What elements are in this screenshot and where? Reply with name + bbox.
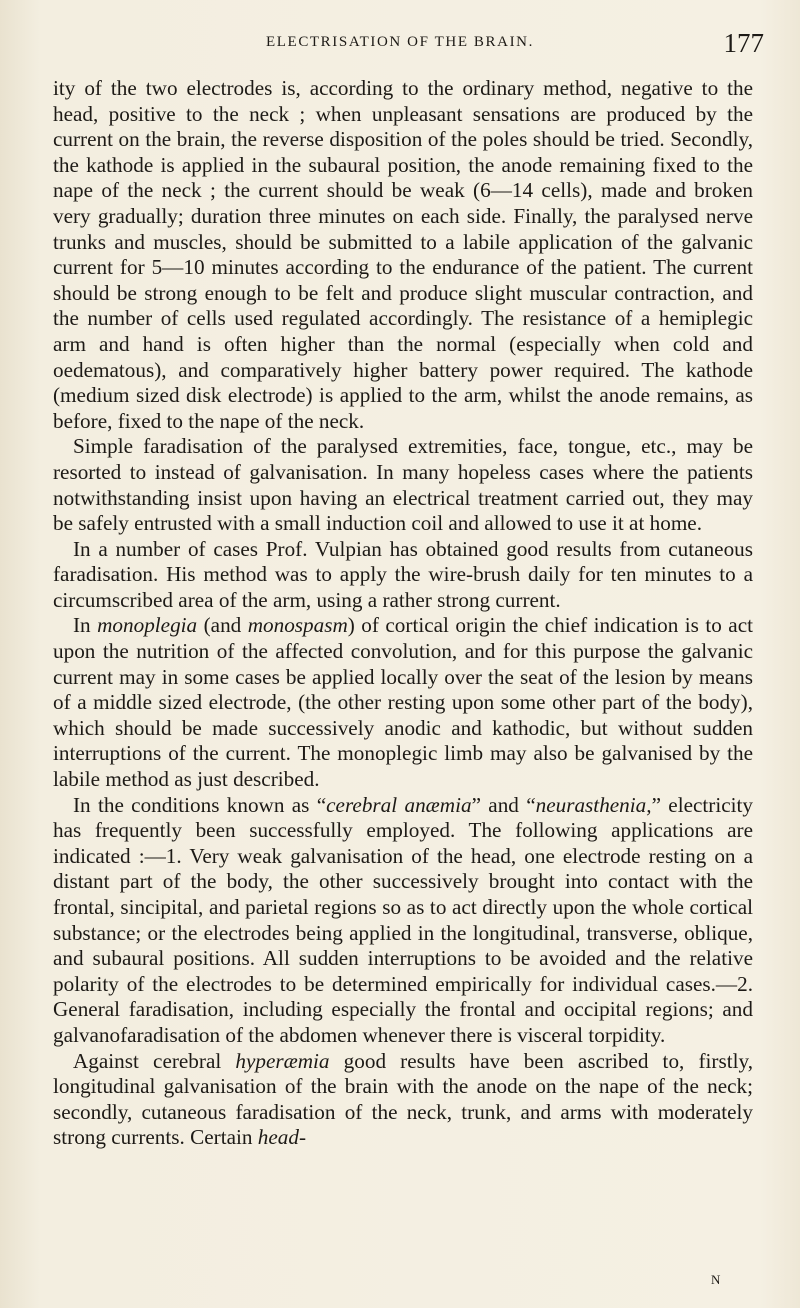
signature-mark: N [711,1272,722,1287]
paragraph: In the conditions known as “cerebral anæmia” and “neurasthenia,” electricity has frequently been successfully employed. The following applications are indicated :—1. Very weak galvanisation of the head, one electrode resting on a distant part of the body, the other successively brought into contact with the frontal, sincipital, and parietal regions so as to act directly upon the whole cortical substance; or the electrodes being applied in the longitudinal, transverse, oblique, and subaural positions. All sudden interruptions to be avoided and the relative polarity of the electrodes to be determined empirically for individual cases.—2. General faradisation, including especially the frontal and occipital regions; and galvanofaradisation of the abdomen whenever there is visceral torpidity. [53,792,753,1047]
italic-term: cerebral anæmia [326,792,472,817]
paragraph: Against cerebral hyperæmia good results have been ascribed to, firstly, longitudinal galvanisation of the brain with the anode on the nape of the neck; secondly, cutaneous faradisation of the neck, trunk, and arms with moderately strong currents. Certain head- [53,1048,753,1150]
paragraph: In monoplegia (and monospasm) of cortical origin the chief indication is to act upon the nutrition of the affected convolution, and for this purpose the galvanic current may in some cases be applied locally over the seat of the lesion by means of a middle sized electrode, (the other resting upon some other part of the body), which should be made successively anodic and kathodic, but without sudden interruptions of the current. The monoplegic limb may also be galvanised by the labile method as just described. [53,613,753,792]
italic-term: neurasthenia, [535,792,652,817]
page-number: 177 [723,28,764,58]
paragraph: ity of the two electrodes is, according to the ordinary method, negative to the head, positive to the neck ; when unpleasant sensations are produced by the current on the brain, the reverse disposition of the poles should be tried. Secondly, the kathode is applied in the subaural position, the anode remaining fixed to the nape of the neck ; the current should be weak (6—14 cells), made and broken very gradually; duration three minutes on each side. Finally, the paralysed nerve trunks and muscles, should be submitted to a labile application of the galvanic current for 5—10 minutes according to the endurance of the patient. The current should be strong enough to be felt and produce slight muscular contraction, and the number of cells used regulated accordingly. The resistance of a hemiplegic arm and hand is often higher than the normal (especially when cold and oedematous), and comparatively higher battery power required. The kathode (medium sized disk electrode) is applied to the arm, whilst the anode remains, as before, fixed to the nape of the neck. [53,76,753,433]
italic-term: monospasm [247,613,348,638]
italic-term: monoplegia [97,613,198,638]
paragraph: Simple faradisation of the paralysed extremities, face, tongue, etc., may be resorted to instead of galvanisation. In many hopeless cases where the patients notwithstanding insist upon having an electrical treatment carried out, they may be safely entrusted with a small induction coil and allowed to use it at home. [53,434,753,536]
running-head: ELECTRISATION OF THE BRAIN. [266,34,534,50]
page-header [0,30,800,70]
italic-term: hyperæmia [235,1048,330,1073]
italic-term: head- [257,1125,307,1150]
paragraph: In a number of cases Prof. Vulpian has obtained good results from cutaneous faradisation. His method was to apply the wire-brush daily for ten minutes to a circumscribed area of the arm, using a rather strong current. [53,536,753,612]
body-text [53,76,753,1151]
